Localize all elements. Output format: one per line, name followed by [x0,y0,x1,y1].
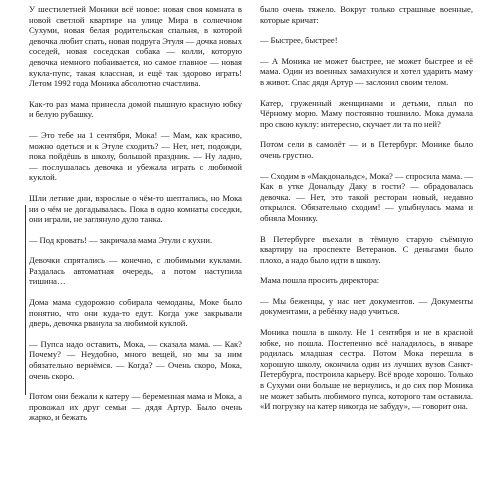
paragraph: было очень тяжело. Вокруг только страшные военные, которые кричат: [260,4,473,25]
dialogue-paragraph: — Это тебе на 1 сентября, Мока! — Мам, как красиво, можно одеться и к Этуле сходить? — Нет, нет, подожди, пока пойдёшь в школу, большой праздник. — Ну ладно, — послушалась девочка и убежала играть с любимой куклой. [29,129,242,183]
margin-rule [25,205,26,395]
paragraph: Мама пошла просить директора: [260,275,380,286]
dialogue-paragraph: — Быстрее, быстрее! [260,35,338,46]
dialogue-paragraph: — Под кровать! — закричала мама Этули с кухни. [29,234,213,245]
paragraph: Шли летние дни, взрослые о чём-то шептались, но Мока ни о чём не догадывалась. Пока в одно комнаты соседки, они играли, не заглянуло дуло танка. [29,192,242,225]
paragraph: Потом сели в самолёт — и в Петербург. Монике было очень грустно. [260,139,473,160]
dialogue-paragraph: — Мы беженцы, у нас нет документов. — Документы документами, а ребёнку надо учиться. [260,295,473,317]
paragraph: Потом они бежали к катеру — беременная мама и Мока, а провожал их друг семьи — дядя Артур. Было очень жарко, и бежать [29,391,242,423]
paragraph: У шестилетней Моники всё новое: новая своя комната в новой светлой квартире на улице Мира в солнечном Сухуми, новая белая родительская спальня, в которой девочка любит спать, новая подруга Этуля — дочка новых соседей, новая соседская собака — колли, которую девочка немного побаивается, но самое главное — новая кукла-пупс, такая классная, и ещё так здорово играть! Летом 1992 года Моника абсолютно счастлива. [29,4,242,89]
paragraph: В Петербурге въехали в тёмную старую съёмную квартиру на проспекте Ветеранов. С деньгами было плохо, а надо было идти в школу. [260,233,473,265]
right-text-column [260,4,473,496]
paragraph: Девочки спрятались — конечно, с любимыми куклами. Раздалась автоматная очередь, а потом наступила тишина… [29,255,242,287]
dialogue-paragraph: — Сходим в «Макдональдс», Мока? — спросила мама. — Как в утке Дональду Даку в гости? — обрадовалась девочка. — Нет, это такой ресторан новый, недавно открылся. Обязательно сходим! — улыбнулась мама и обняла Монику. [260,170,473,223]
paragraph: Дома мама судорожно собирала чемоданы, Моке было понятно, что они куда-то едут. Когда уже закрывали дверь, девочка рванула за любимой куклой. [29,297,242,329]
paragraph: Моника пошла в школу. Не 1 сентября и не в красной юбке, но пошла. Постепенно всё наладилось, в январе родилась младшая сестра. Потом Мока перешла в хорошую школу, окончила один из лучших вузов Санкт-Петербурга, построила карьеру. Всё вроде хорошо. Только в Сухуми они больше не вернулись, и до сих пор Моника не может забыть любимого пупса, которого там оставила. «И погрузку на катер никогда не забуду», — говорит она. [260,327,473,412]
paragraph: Катер, груженный женщинами и детьми, плыл по Чёрному морю. Маму постоянно тошнило. Мока думала про свою куклу: интересно, скучает ли та по ней? [260,97,473,129]
paragraph: — А Моника не может быстрее, не может быстрее и её мама. Один из военных замахнулся и хотел ударить маму в живот. Спас дядя Артур — заслонил своим телом. [260,55,473,87]
paragraph: Как-то раз мама принесла домой пышную красную юбку и белую рубашку. [29,98,242,120]
dialogue-paragraph: — Пупса надо оставить, Мока, — сказала мама. — Как? Почему? — Неудобно, много вещей, но мы за ним обязательно вернёмся. — Когда? — Очень скоро, Мока, очень скоро. [29,338,242,381]
left-text-column [29,4,242,496]
